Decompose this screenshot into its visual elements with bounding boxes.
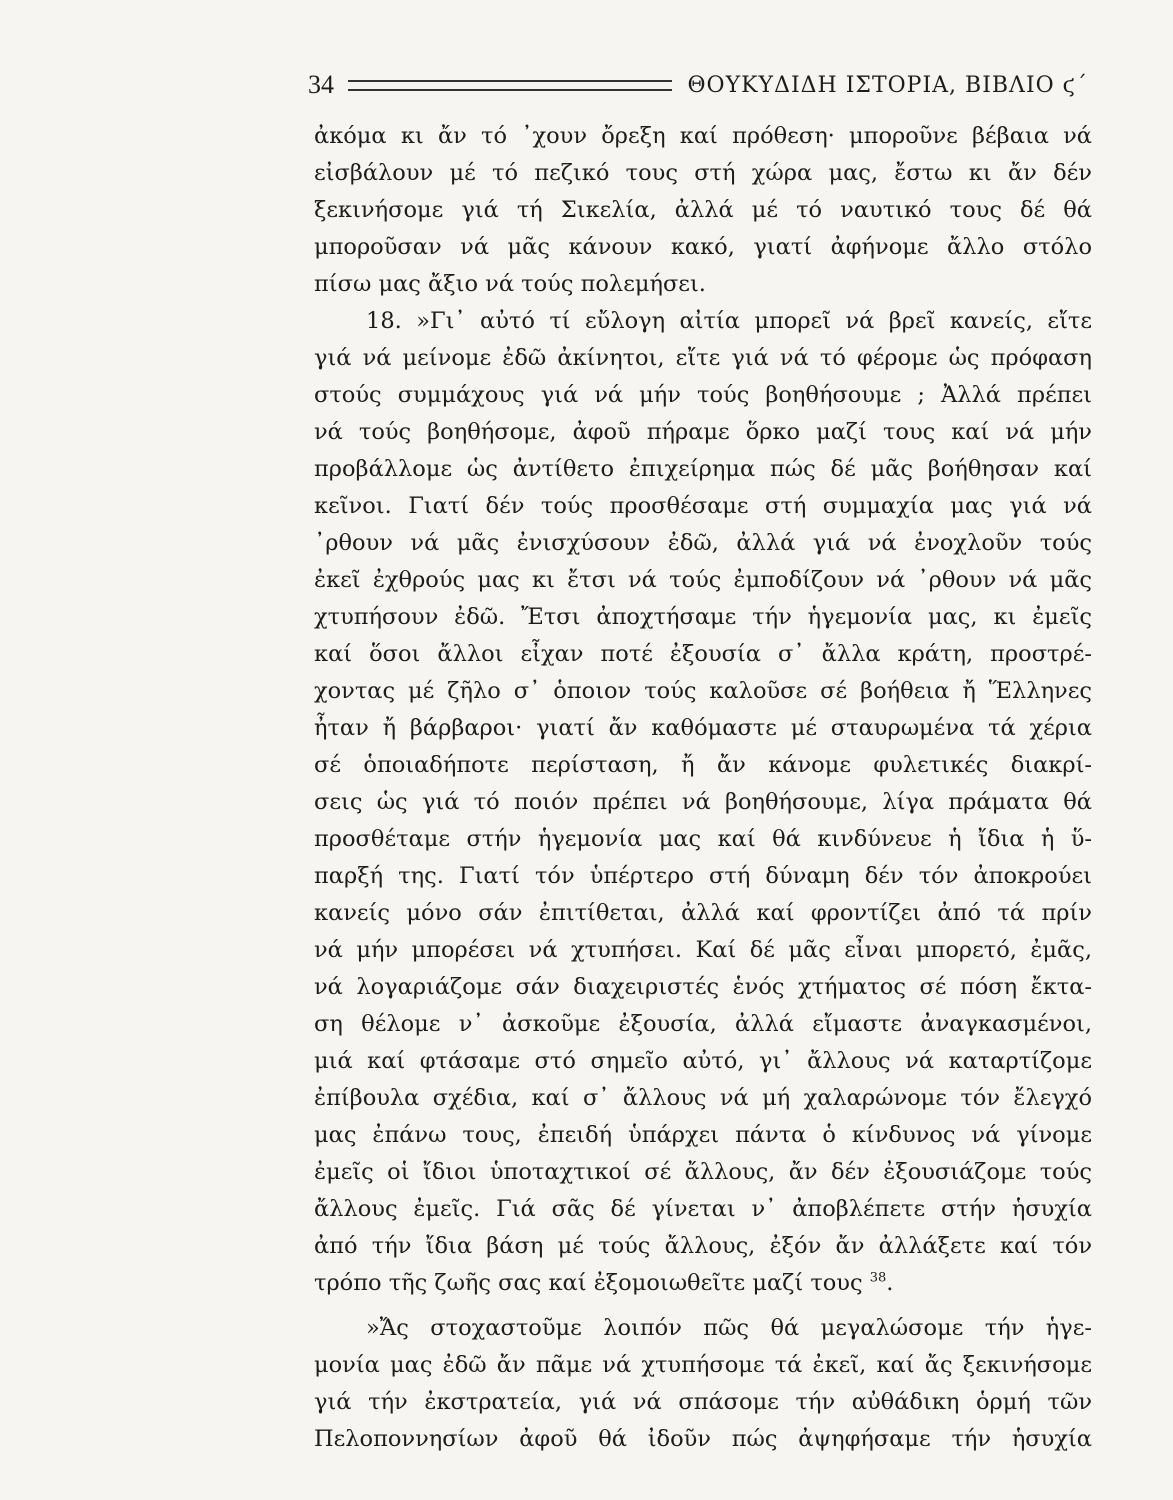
text-line: ἄλλους ἐμεῖς. Γιά σᾶς δέ γίνεται ν᾽ ἀποβλέπετε στήν ἡσυχία xyxy=(314,1196,1092,1222)
text-line: χοντας μέ ζῆλο σ᾽ ὁποιον τούς καλοῦσε σέ βοήθεια ἤ Ἕλληνες xyxy=(314,678,1092,704)
text-line: κεῖνοι. Γιατί δέν τούς προσθέσαμε στή συμμαχία μας γιά νά xyxy=(314,493,1092,519)
text-line: ἐπίβουλα σχέδια, καί σ᾽ ἄλλους νά μή χαλαρώνομε τόν ἔλεγχό xyxy=(314,1085,1092,1111)
footnote-ref: 38 xyxy=(869,1270,887,1286)
text-line: ση θέλομε ν᾽ ἀσκοῦμε ἐξουσία, ἀλλά εἴμαστε ἀναγκασμένοι, xyxy=(314,1011,1092,1037)
text-line: ᾽ρθουν νά μᾶς ἐνισχύσουν ἐδῶ, ἀλλά γιά νά ἐνοχλοῦν τούς xyxy=(314,530,1092,556)
text-line: γιά νά μείνομε ἐδῶ ἀκίνητοι, εἴτε γιά νά τό φέρομε ὡς πρόφαση xyxy=(314,345,1092,371)
body-text xyxy=(314,118,1092,1458)
text-line: εἰσβάλουν μέ τό πεζικό τους στή χώρα μας, ἔστω κι ἄν δέν xyxy=(314,160,1092,186)
text-line: μας ἐπάνω τους, ἐπειδή ὑπάρχει πάντα ὁ κίνδυνος νά γίνομε xyxy=(314,1122,1092,1148)
text-line: καί ὅσοι ἄλλοι εἶχαν ποτέ ἐξουσία σ᾽ ἄλλα κράτη, προστρέ- xyxy=(314,641,1092,667)
text-line: παρξή της. Γιατί τόν ὑπέρτερο στή δύναμη δέν τόν ἀποκρούει xyxy=(314,863,1092,889)
text-line: χτυπήσουν ἐδῶ. Ἔτσι ἀποχτήσαμε τήν ἡγεμονία μας, κι ἐμεῖς xyxy=(314,604,1092,630)
running-head: ΘΟΥΚΥΔΙΔΗ ΙΣΤΟΡΙΑ, ΒΙΒΛΙΟ ϛ΄ xyxy=(687,72,1088,98)
sentence-end: . xyxy=(886,1270,894,1296)
text-line: Πελοποννησίων ἀφοῦ θά ἰδοῦν πώς ἀψηφήσαμε τήν ἡσυχία xyxy=(314,1426,1092,1452)
section-18-start: 18. »Γι᾽ αὐτό τί εὔλογη αἰτία μπορεῖ νά βρεῖ κανείς, εἴτε xyxy=(366,308,1092,334)
paragraph-start: »Ἄς στοχαστοῦμε λοιπόν πῶς θά μεγαλώσομε τήν ἡγε- xyxy=(366,1315,1092,1341)
text-line: ἐκεῖ ἐχθρούς μας κι ἔτσι νά τούς ἐμποδίζουν νά ᾽ρθουν νά μᾶς xyxy=(314,567,1092,593)
text-line-content: τρόπο τῆς ζωῆς σας καί ἐξομοιωθεῖτε μαζί τους xyxy=(314,1270,863,1296)
page-number: 34 xyxy=(308,70,334,99)
text-line: προβάλλομε ὡς ἀντίθετο ἐπιχείρημα πώς δέ μᾶς βοήθησαν καί xyxy=(314,456,1092,482)
text-line: κανείς μόνο σάν ἐπιτίθεται, ἀλλά καί φροντίζει ἀπό τά πρίν xyxy=(314,900,1092,926)
page-header xyxy=(308,68,1088,102)
text-line: μιά καί φτάσαμε στό σημεῖο αὐτό, γι᾽ ἄλλους νά καταρτίζομε xyxy=(314,1048,1092,1074)
text-line: νά τούς βοηθήσομε, ἀφοῦ πήραμε ὅρκο μαζί τους καί νά μήν xyxy=(314,419,1092,445)
text-line-with-footnote xyxy=(314,1265,1092,1302)
text-line: νά μήν μπορέσει νά χτυπήσει. Καί δέ μᾶς εἶναι μπορετό, ἐμᾶς, xyxy=(314,937,1092,963)
text-line: σέ ὁποιαδήποτε περίσταση, ἤ ἄν κάνομε φυλετικές διακρί- xyxy=(314,752,1092,778)
text-line: μποροῦσαν νά μᾶς κάνουν κακό, γιατί ἀφήνομε ἄλλο στόλο xyxy=(314,234,1092,260)
text-line: ἀκόμα κι ἄν τό ᾽χουν ὄρεξη καί πρόθεση· μποροῦνε βέβαια νά xyxy=(314,123,1092,149)
text-line: πίσω μας ἄξιο νά τούς πολεμήσει. xyxy=(314,271,706,297)
text-line: ἐμεῖς οἱ ἴδιοι ὑποταχτικοί σέ ἄλλους, ἄν δέν ἐξουσιάζομε τούς xyxy=(314,1159,1092,1185)
text-line: γιά τήν ἐκστρατεία, γιά νά σπάσομε τήν αὐθάδικη ὁρμή τῶν xyxy=(314,1389,1092,1415)
text-line: ἀπό τήν ἴδια βάση μέ τούς ἄλλους, ἐξόν ἄν ἀλλάξετε καί τόν xyxy=(314,1233,1092,1259)
paragraph-gap xyxy=(314,1302,1092,1310)
header-rule xyxy=(348,80,672,91)
text-line: ξεκινήσομε γιά τή Σικελία, ἀλλά μέ τό ναυτικό τους δέ θά xyxy=(314,197,1092,223)
text-line: ἦταν ἤ βάρβαροι· γιατί ἄν καθόμαστε μέ σταυρωμένα τά χέρια xyxy=(314,715,1092,741)
text-line: στούς συμμάχους γιά νά μήν τούς βοηθήσουμε ; Ἀλλά πρέπει xyxy=(314,382,1092,408)
text-line: μονία μας ἐδῶ ἄν πᾶμε νά χτυπήσομε τά ἐκεῖ, καί ἄς ξεκινήσομε xyxy=(314,1352,1092,1378)
text-line: νά λογαριάζομε σάν διαχειριστές ἑνός χτήματος σέ πόση ἔκτα- xyxy=(314,974,1092,1000)
text-line: προσθέταμε στήν ἡγεμονία μας καί θά κινδύνευε ἡ ἴδια ἡ ὕ- xyxy=(314,826,1092,852)
text-line: σεις ὡς γιά τό ποιόν πρέπει νά βοηθήσουμε, λίγα πράματα θά xyxy=(314,789,1092,815)
